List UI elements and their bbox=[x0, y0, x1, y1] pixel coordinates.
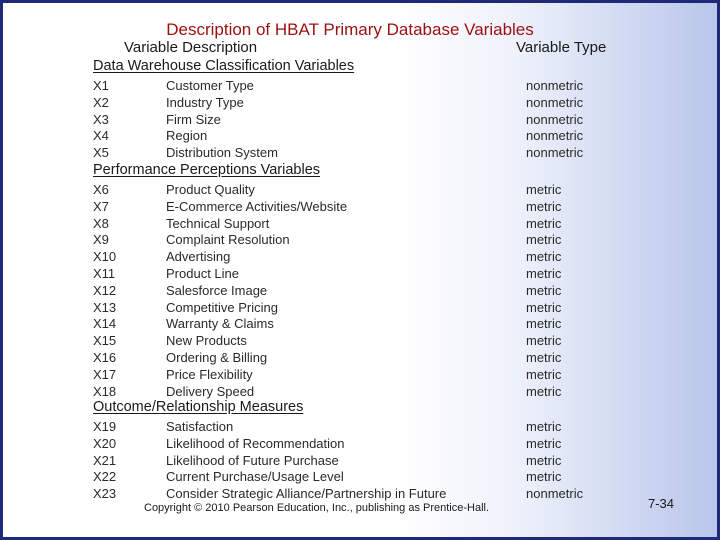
variable-code: X23 bbox=[93, 486, 117, 502]
variable-row bbox=[0, 181, 700, 198]
variable-row bbox=[0, 111, 700, 128]
variable-row bbox=[0, 485, 700, 502]
variable-row bbox=[0, 383, 700, 400]
variable-code: X4 bbox=[93, 128, 109, 144]
variable-type: metric bbox=[526, 469, 562, 485]
variable-code: X20 bbox=[93, 435, 117, 451]
variable-row bbox=[0, 215, 700, 232]
variable-row bbox=[0, 265, 700, 282]
section-heading-performance: Performance Perceptions Variables bbox=[93, 162, 321, 178]
variable-code: X21 bbox=[93, 452, 117, 468]
variable-description: Salesforce Image bbox=[166, 282, 268, 298]
variable-row bbox=[0, 418, 700, 435]
variable-type: metric bbox=[526, 452, 562, 468]
variable-type: nonmetric bbox=[526, 486, 584, 502]
variable-description: Delivery Speed bbox=[166, 383, 255, 399]
variable-row bbox=[0, 231, 700, 248]
variable-description: Complaint Resolution bbox=[166, 232, 290, 248]
variable-type: nonmetric bbox=[526, 128, 584, 144]
variable-description: Region bbox=[166, 128, 208, 144]
variable-description: Customer Type bbox=[166, 78, 254, 93]
variable-row bbox=[0, 94, 700, 111]
variable-code: X16 bbox=[93, 350, 117, 365]
variable-description: Product Quality bbox=[166, 182, 255, 197]
variable-row bbox=[0, 248, 700, 265]
variable-description: Current Purchase/Usage Level bbox=[166, 469, 344, 485]
variable-code: X17 bbox=[93, 366, 117, 382]
variable-type: nonmetric bbox=[526, 78, 584, 93]
variable-code: X15 bbox=[93, 333, 117, 349]
variable-description: Distribution System bbox=[166, 145, 278, 161]
variable-description: New Products bbox=[166, 333, 247, 349]
variable-row bbox=[0, 299, 700, 316]
variable-description: Consider Strategic Alliance/Partnership in Future bbox=[166, 486, 447, 502]
variable-row bbox=[0, 144, 700, 161]
variable-type: metric bbox=[526, 266, 562, 281]
variable-description: Industry Type bbox=[166, 94, 244, 110]
variable-code: X13 bbox=[93, 299, 117, 315]
variable-type: nonmetric bbox=[526, 145, 584, 161]
variable-type: metric bbox=[526, 249, 562, 265]
variable-code: X1 bbox=[93, 78, 109, 93]
variable-row bbox=[0, 349, 700, 366]
variable-code: X10 bbox=[93, 249, 117, 265]
variable-description: Price Flexibility bbox=[166, 366, 253, 382]
variable-code: X5 bbox=[93, 145, 109, 161]
variable-code: X12 bbox=[93, 282, 117, 298]
variable-type: nonmetric bbox=[526, 94, 584, 110]
variable-description: Likelihood of Recommendation bbox=[166, 435, 345, 451]
variable-code: X8 bbox=[93, 215, 109, 231]
variable-type: nonmetric bbox=[526, 111, 584, 127]
variable-type: metric bbox=[526, 198, 562, 214]
section-heading-data-warehouse: Data Warehouse Classification Variables bbox=[93, 58, 355, 74]
variable-code: X6 bbox=[93, 182, 109, 197]
copyright-notice: Copyright © 2010 Pearson Education, Inc., publishing as Prentice-Hall. bbox=[144, 502, 490, 514]
variable-code: X22 bbox=[93, 469, 117, 485]
variable-row bbox=[0, 315, 700, 332]
variable-code: X9 bbox=[93, 232, 109, 248]
variable-row bbox=[0, 282, 700, 299]
variable-code: X11 bbox=[93, 266, 116, 281]
variable-type: metric bbox=[526, 333, 562, 349]
variable-code: X3 bbox=[93, 111, 109, 127]
variable-code: X18 bbox=[93, 383, 117, 399]
variable-row bbox=[0, 77, 700, 94]
variable-type: metric bbox=[526, 215, 562, 231]
variable-type: metric bbox=[526, 435, 562, 451]
variable-description: Warranty & Claims bbox=[166, 316, 274, 332]
variable-description: Product Line bbox=[166, 266, 239, 281]
variable-type: metric bbox=[526, 350, 562, 365]
variable-type: metric bbox=[526, 282, 562, 298]
section-heading-outcome: Outcome/Relationship Measures bbox=[93, 399, 304, 415]
variable-row bbox=[0, 435, 700, 452]
variable-row bbox=[0, 452, 700, 469]
page-number: 7-34 bbox=[648, 496, 675, 511]
variable-description: Firm Size bbox=[166, 111, 221, 127]
variable-description: Ordering & Billing bbox=[166, 350, 268, 365]
variable-type: metric bbox=[526, 366, 562, 382]
variable-type: metric bbox=[526, 419, 562, 434]
slide-title: Description of HBAT Primary Database Variables bbox=[166, 20, 534, 39]
variable-row bbox=[0, 127, 700, 144]
variable-code: X7 bbox=[93, 198, 109, 214]
variable-row bbox=[0, 198, 700, 215]
variable-code: X19 bbox=[93, 419, 117, 434]
variable-type: metric bbox=[526, 383, 562, 399]
variable-description: Competitive Pricing bbox=[166, 299, 278, 315]
variable-code: X2 bbox=[93, 94, 109, 110]
variable-type: metric bbox=[526, 316, 562, 332]
variable-description: Likelihood of Future Purchase bbox=[166, 452, 339, 468]
variable-description: Technical Support bbox=[166, 215, 270, 231]
variable-type: metric bbox=[526, 182, 562, 197]
variable-code: X14 bbox=[93, 316, 117, 332]
column-header-type: Variable Type bbox=[516, 39, 607, 56]
variable-type: metric bbox=[526, 232, 562, 248]
column-header-description: Variable Description bbox=[124, 39, 258, 56]
variable-type: metric bbox=[526, 299, 562, 315]
variable-description: E-Commerce Activities/Website bbox=[166, 198, 348, 214]
variable-row bbox=[0, 468, 700, 485]
variable-description: Advertising bbox=[166, 249, 231, 265]
variable-row bbox=[0, 366, 700, 383]
variable-description: Satisfaction bbox=[166, 419, 234, 434]
variable-row bbox=[0, 332, 700, 349]
